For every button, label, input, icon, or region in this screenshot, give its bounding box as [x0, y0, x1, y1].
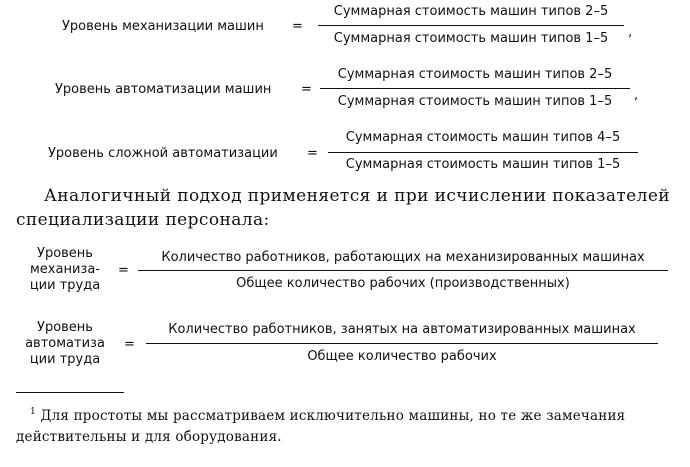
formula-label-line: ции труда [29, 278, 101, 293]
footnote-text: Для простоты мы рассматриваем исключительно машины, но те же замечания [40, 408, 626, 424]
body-paragraph-line-1: Аналогичный подход применяется и при исчислении показателей [44, 186, 671, 206]
formula-label-line: механиза- [30, 262, 100, 277]
fraction-denominator: Общее количество рабочих (производственных) [236, 276, 570, 291]
equals-sign: = [118, 263, 129, 278]
footnote-line-2: действительны и для оборудования. [16, 429, 282, 445]
fraction-numerator: Суммарная стоимость машин типов 2–5 [333, 4, 609, 19]
formula-label: Уровень автоматизации машин [55, 82, 272, 97]
equals-sign: = [292, 19, 303, 34]
formula-label-line: автоматиза [25, 336, 105, 351]
formula-label-stack [22, 320, 108, 368]
body-paragraph-line-2: специализации персонала: [16, 210, 270, 230]
fraction-denominator: Суммарная стоимость машин типов 1–5 [337, 94, 613, 109]
fraction-numerator: Количество работников, занятых на автоматизированных машинах [168, 322, 636, 337]
footnote-marker: 1 [30, 407, 36, 417]
fraction-bar [138, 270, 668, 271]
fraction-denominator: Общее количество рабочих [307, 349, 497, 364]
formula-label-line: Уровень [37, 320, 93, 335]
footnote-separator [16, 392, 124, 393]
punctuation: , [634, 88, 639, 103]
formula-label: Уровень механизации машин [62, 19, 264, 34]
formula-label: Уровень сложной автоматизации [48, 146, 278, 161]
fraction-numerator: Суммарная стоимость машин типов 4–5 [345, 130, 621, 145]
fraction-numerator: Суммарная стоимость машин типов 2–5 [337, 67, 613, 82]
fraction-numerator: Количество работников, работающих на механизированных машинах [161, 250, 645, 265]
equals-sign: = [307, 146, 318, 161]
formula-label-line: ции труда [29, 352, 101, 367]
fraction-bar [320, 88, 630, 89]
formula-label-line: Уровень [37, 246, 93, 261]
footnote-line-1 [30, 407, 625, 424]
equals-sign: = [301, 82, 312, 97]
fraction-denominator: Суммарная стоимость машин типов 1–5 [345, 157, 621, 172]
punctuation: , [628, 25, 633, 40]
formula-label-stack [22, 246, 108, 294]
fraction-bar [318, 25, 624, 26]
equals-sign: = [124, 337, 135, 352]
fraction-denominator: Суммарная стоимость машин типов 1–5 [333, 31, 609, 46]
fraction-bar [328, 152, 638, 153]
fraction-bar [146, 343, 658, 344]
